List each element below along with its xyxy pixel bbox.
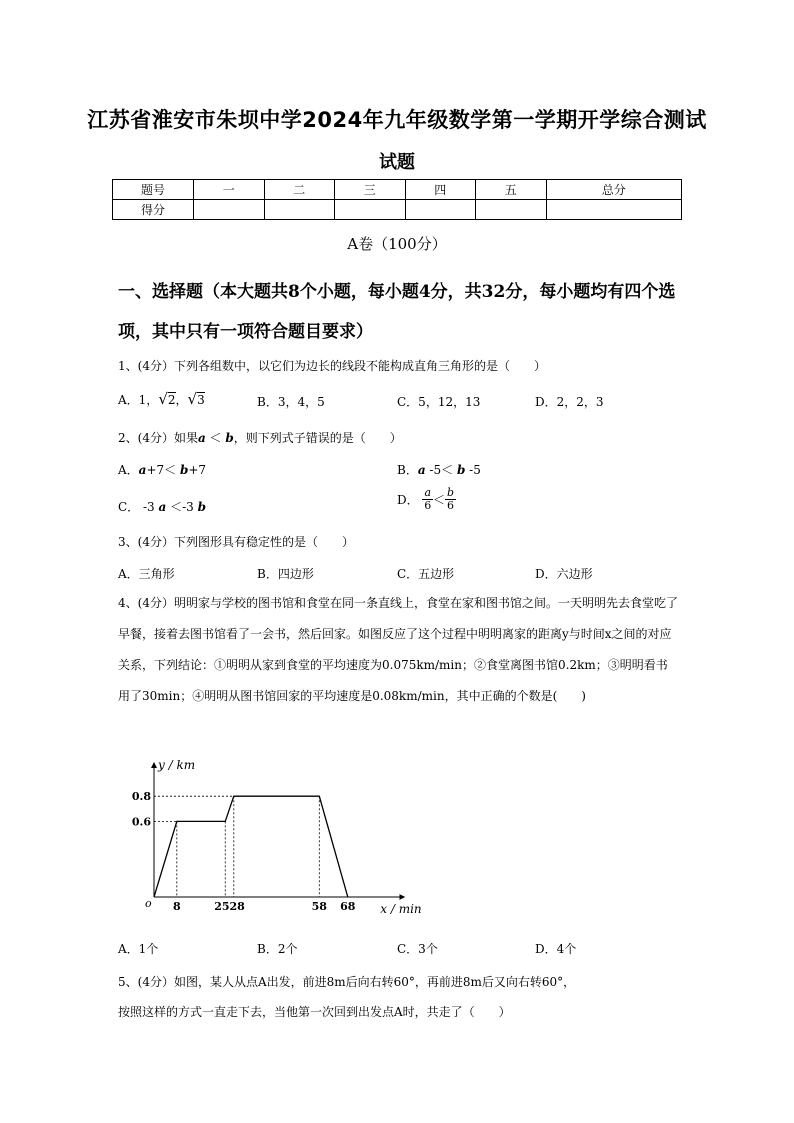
q1-option-b: B．3，4，5 — [257, 395, 325, 409]
frac-den: 6 — [424, 499, 432, 512]
frac-num: a — [424, 486, 432, 499]
expr: ＜-3 — [166, 500, 198, 514]
score-cell: 二 — [264, 180, 335, 200]
q1-root1: 2 — [167, 393, 176, 407]
q1-option-a-prefix: A．1， — [118, 393, 159, 407]
series-line — [154, 796, 348, 897]
x-tick-label: 2528 — [214, 900, 245, 913]
q1-option-a — [118, 390, 205, 408]
option-label: C． — [118, 500, 140, 514]
score-input-cell[interactable] — [335, 200, 406, 220]
q1-stem: 1、(4分）下列各组数中，以它们为边长的线段不能构成直角三角形的是（ ） — [118, 359, 546, 373]
q4-option-c: C．3个 — [397, 942, 438, 956]
score-cell: 四 — [405, 180, 476, 200]
score-cell: 五 — [476, 180, 547, 200]
q5-stem-line1: 5、(4分）如图，某人从点A出发，前进8m后向右转60°，再前进8m后又向右转60°， — [118, 975, 576, 989]
origin-label: o — [145, 897, 152, 910]
score-input-cell[interactable] — [194, 200, 265, 220]
x-tick-label: 8 — [172, 900, 181, 913]
score-table — [112, 179, 682, 220]
q3-option-c: C．五边形 — [397, 567, 455, 581]
fraction-a-over-6 — [422, 487, 433, 512]
var-a: a — [197, 431, 206, 445]
q3-option-b: B．四边形 — [257, 567, 314, 581]
q1-root2: 3 — [197, 393, 205, 407]
less-than: ＜ — [205, 431, 226, 445]
q4-option-d: D．4个 — [535, 942, 577, 956]
q2-stem — [118, 429, 402, 446]
option-label: D． — [397, 493, 419, 507]
var-b: b — [179, 463, 189, 477]
page-title-line2: 试题 — [379, 152, 415, 173]
q2-option-c — [118, 498, 206, 515]
q4-stem: 4、(4分）明明家与学校的图书馆和食堂在同一条直线上，食堂在家和图书馆之间。一天明明先去食堂吃了早餐，接着去图书馆看了一会书，然后回家。如图反应了这个过程中明明离家的距离y与时间x之间的对应关系，下列结论：①明明从家到食堂的平均速度为0.075km/min；②食堂离图书馆0.2km；③明明看书用了30min；④明明从图书馆回家的平均速度是0.08km/min，其中正确的个数是( ) — [118, 596, 678, 703]
var-b: b — [197, 500, 207, 514]
score-cell: 三 — [335, 180, 406, 200]
q2-option-d — [397, 487, 456, 512]
score-cell: 题号 — [113, 180, 194, 200]
y-tick-label: 0.8 — [131, 790, 151, 804]
sqrt-symbol: √ — [158, 390, 168, 408]
q4-option-a: A．1个 — [118, 942, 159, 956]
q5-stem-line2: 按照这样的方式一直走下去，当他第一次回到出发点A时，共走了（ ） — [118, 1005, 511, 1019]
q2-option-b — [397, 461, 481, 478]
expr: +7 — [188, 463, 207, 477]
score-input-cell[interactable] — [405, 200, 476, 220]
score-input-cell[interactable] — [476, 200, 547, 220]
q1-option-a-sep: ， — [175, 393, 188, 407]
q2-option-a — [118, 461, 206, 478]
var-a: a — [138, 463, 147, 477]
section-a-heading: A卷（100分） — [347, 235, 447, 253]
q1-option-c: C．5，12，13 — [397, 395, 481, 409]
var-a: a — [158, 500, 167, 514]
score-table-header-row — [113, 180, 682, 200]
q2-stem-pre: 2、(4分）如果 — [118, 431, 198, 445]
var-b: b — [456, 463, 466, 477]
less-than: ＜ — [433, 493, 446, 507]
option-label: B． — [397, 463, 418, 477]
var-a: a — [417, 463, 426, 477]
score-cell: 总分 — [546, 180, 682, 200]
sqrt-symbol: √ — [187, 390, 198, 408]
x-tick-label: 68 — [340, 900, 356, 913]
section1-heading: 一、选择题（本大题共8个小题，每小题4分，共32分，每小题均有四个选项，其中只有一项符合题目要求） — [118, 282, 676, 342]
option-label: A． — [118, 463, 139, 477]
q2-stem-post: ，则下列式子错误的是（ ） — [233, 431, 402, 445]
fraction-b-over-6 — [445, 487, 456, 512]
expr: -5＜ — [425, 463, 457, 477]
x-tick-label: 58 — [311, 900, 327, 913]
expr: -5 — [465, 463, 481, 477]
score-table-score-row — [113, 200, 682, 220]
var-b: b — [225, 431, 234, 445]
expr: -3 — [139, 500, 159, 514]
x-axis-label: x / min — [380, 902, 422, 916]
score-input-cell[interactable] — [264, 200, 335, 220]
y-tick-label: 0.6 — [131, 815, 151, 829]
frac-den: 6 — [447, 499, 455, 512]
expr: +7＜ — [146, 463, 180, 477]
score-cell: 得分 — [113, 200, 194, 220]
q3-stem: 3、(4分）下列图形具有稳定性的是（ ） — [118, 535, 354, 549]
page-title: 江苏省淮安市朱坝中学2024年九年级数学第一学期开学综合测试 — [87, 108, 707, 132]
q1-option-d: D．2，2，3 — [535, 395, 604, 409]
y-axis-label: y / km — [158, 758, 196, 772]
q3-option-d: D．六边形 — [535, 567, 593, 581]
distance-time-chart — [131, 752, 422, 922]
q4-option-b: B．2个 — [257, 942, 298, 956]
q3-option-a: A．三角形 — [118, 567, 175, 581]
frac-num: b — [447, 486, 455, 499]
score-cell: 一 — [194, 180, 265, 200]
score-input-cell[interactable] — [546, 200, 682, 220]
